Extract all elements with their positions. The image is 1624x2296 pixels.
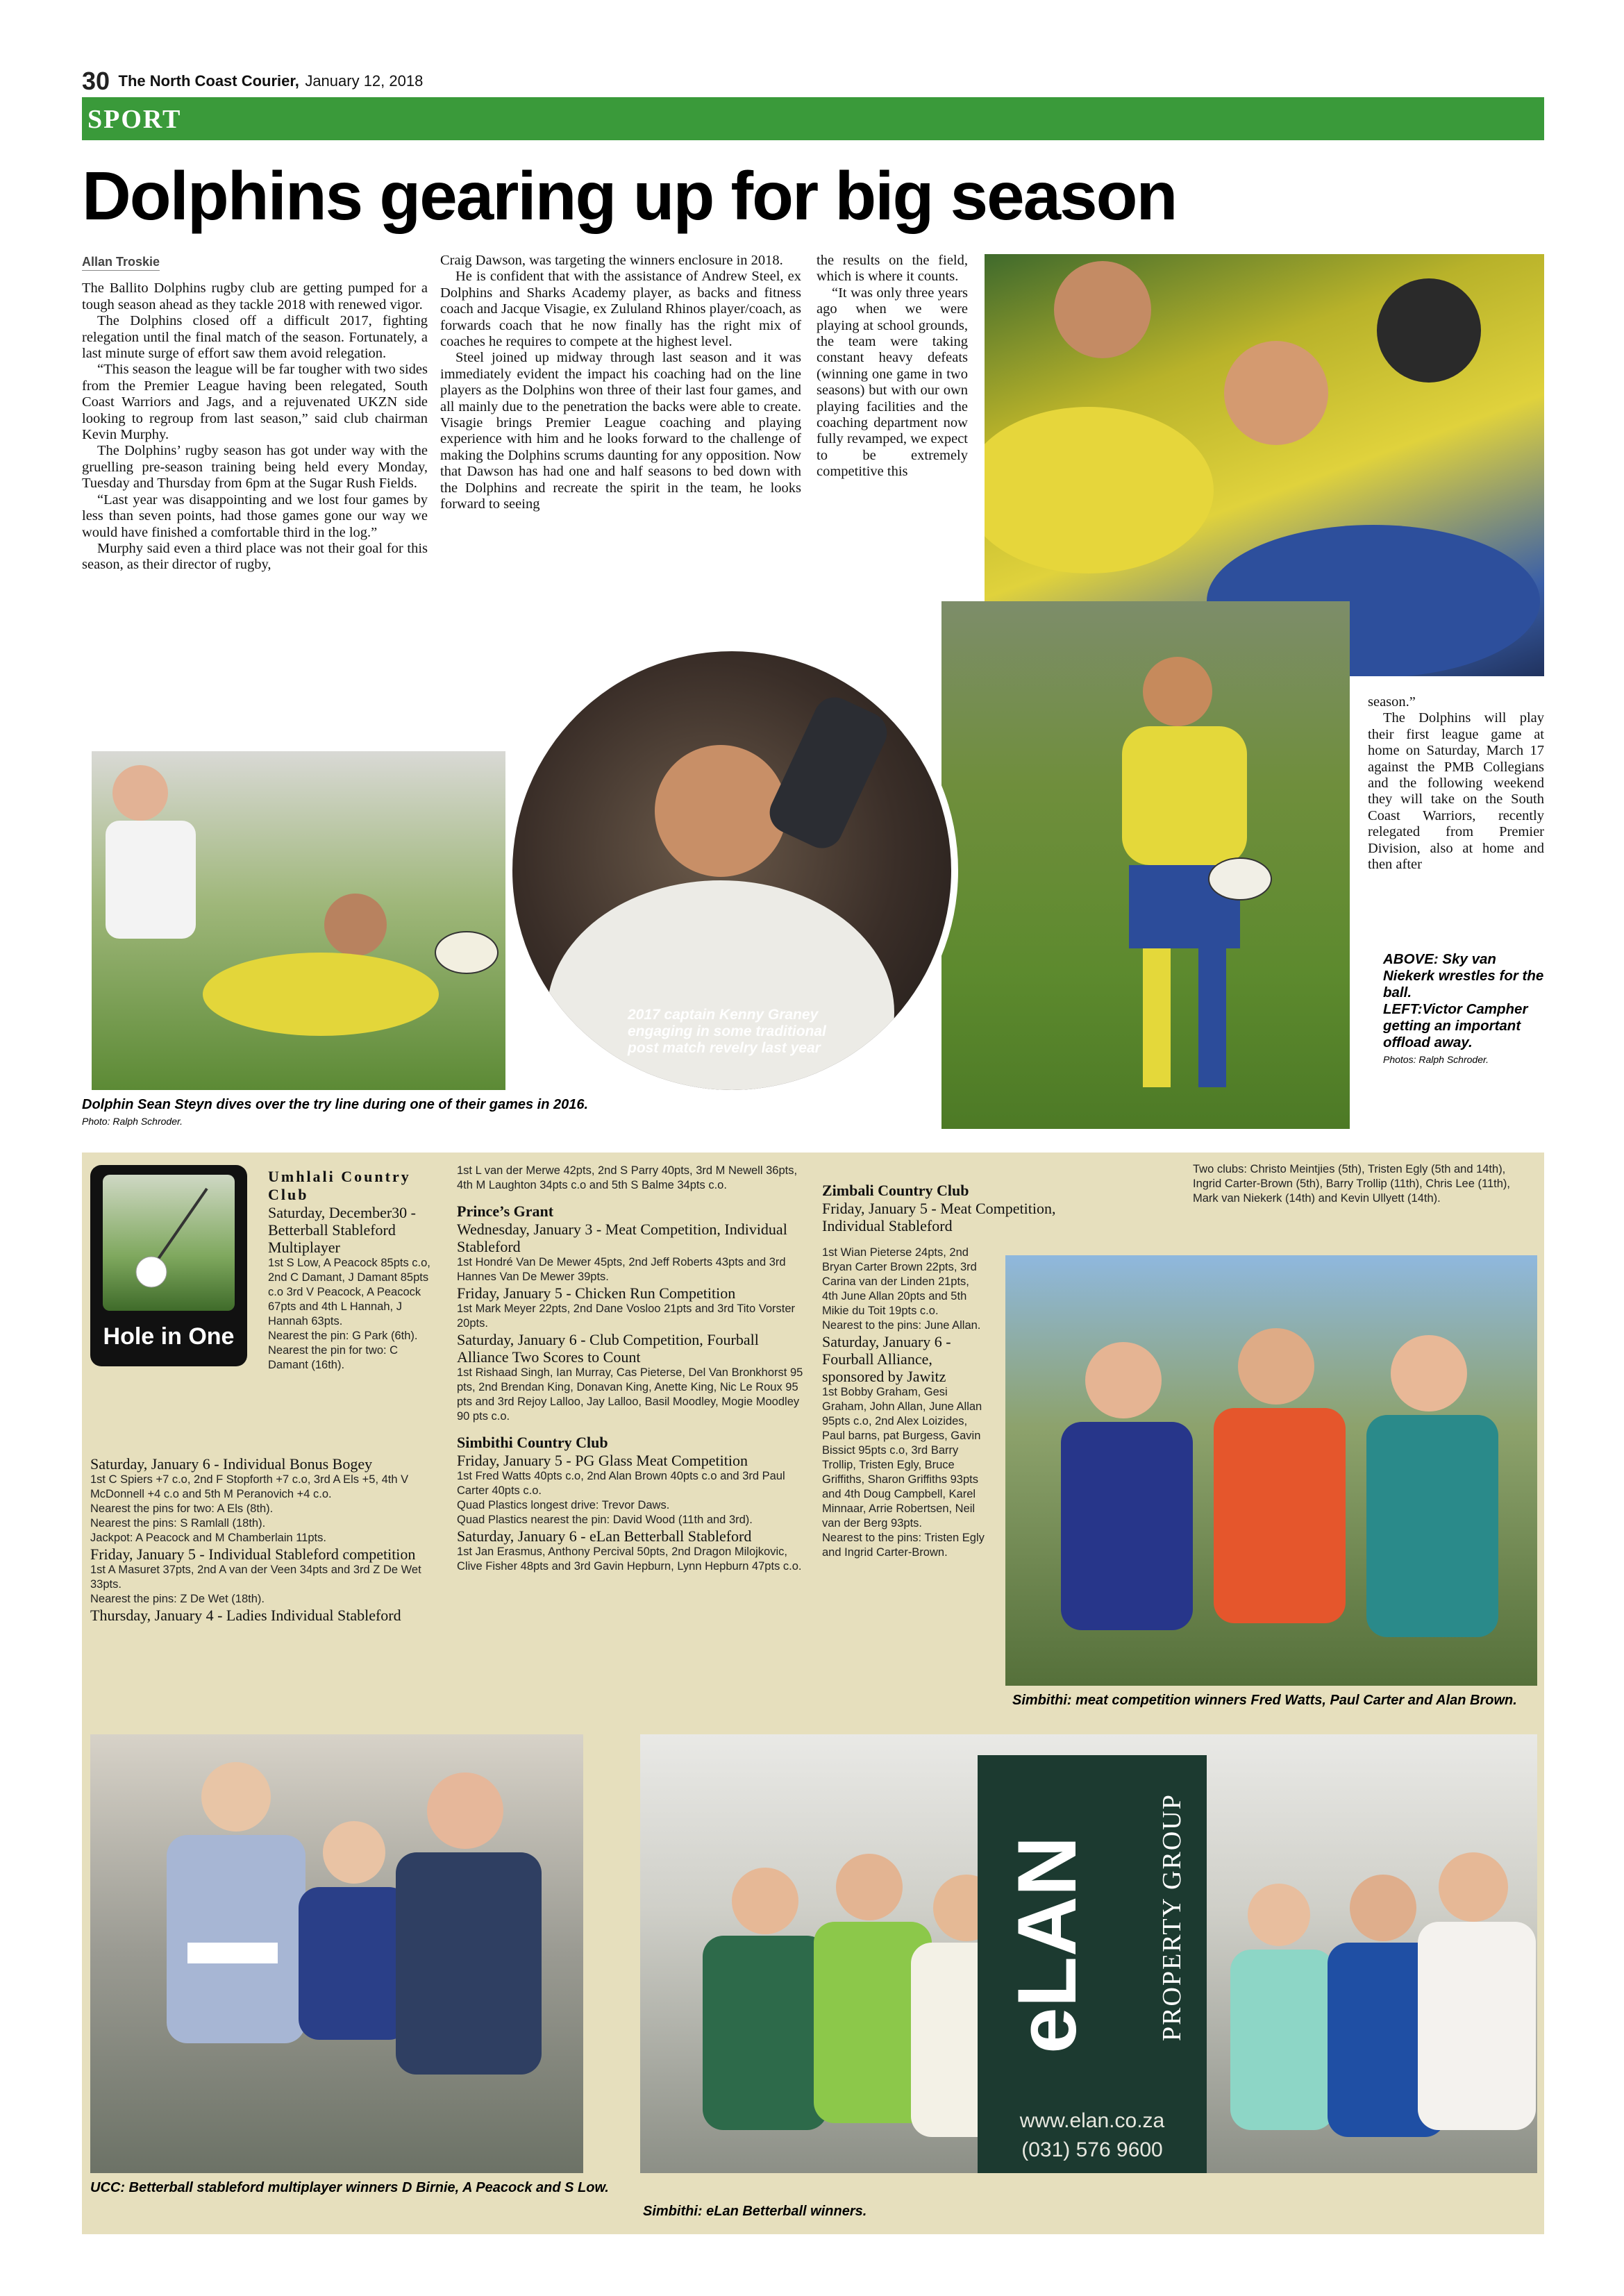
club-name: Umhlali Country Club — [268, 1168, 411, 1203]
paragraph: “It was only three years ago when we were playing at school grounds, the team were taking constant heavy defeats (winning one game in two seasons) but with our own playing facilities and the coaching department now fully revamped, we expect to be extremely competitive this — [817, 285, 968, 480]
paragraph: Steel joined up midway through last season and it was immediately evident the impact his coaching had on the line players as the Dolphins won three of their last four games, and all mainly due to the penetration the backs were able to create. Visagie brings Premier League coaching and playing experience with him and he looks forward to the challenge of making the Dolphins scrums daunting for any opposition. Now that Dawson has had one and half seasons to bed down with the Dolphins and recreate the spirit in the team, he looks forward to seeing — [440, 350, 801, 512]
umhlali-results-cont — [90, 1455, 442, 1624]
golf-column-2 — [457, 1164, 807, 1574]
article-column-2 — [440, 253, 801, 513]
elan-banner — [978, 1755, 1207, 2173]
paragraph: the results on the field, which is where it counts. — [817, 253, 968, 285]
logo-label: Hole in One — [103, 1323, 235, 1350]
page-number: 30 — [82, 67, 110, 95]
caption-above-left — [1383, 951, 1544, 1068]
event-title: Saturday, January 6 - Individual Bonus Bogey — [90, 1455, 373, 1473]
photo-credit: Photo: Ralph Schroder. — [82, 1116, 183, 1127]
club-name: Zimbali Country Club — [822, 1182, 969, 1199]
event-results: 1st Hondré Van De Mewer 45pts, 2nd Jeff Roberts 43pts and 3rd Hannes Van De Mewer 39pts. — [457, 1256, 786, 1283]
event-pin: Nearest the pin: G Park (6th). — [268, 1330, 418, 1342]
event-results: 1st Rishaad Singh, Ian Murray, Cas Pieterse, Del Van Bronkhorst 95 pts, 2nd Brendan King, Donavan King, Anette King, Nic Le Roux 95 pts and 3rd Rejoy Lalloo, Jay Lalloo, Basil Moodley, Mogie Moodley 90 pts c.o. — [457, 1366, 803, 1423]
paragraph: The Ballito Dolphins rugby club are getting pumped for a tough season ahead as they tackle 2018 with renewed vigor. — [82, 280, 428, 312]
two-clubs-results: Two clubs: Christo Meintjies (5th), Tristen Egly (5th and 14th), Ingrid Carter-Brown (5th), Barry Trollip (11th), Chris Lee (11th), Mark van Niekerk (14th) and Kevin Ullyett (14th). — [1193, 1163, 1510, 1205]
byline: Allan Troskie — [82, 254, 160, 271]
photo-victor-campher — [941, 601, 1350, 1129]
event-results: 1st Mark Meyer 22pts, 2nd Dane Vosloo 21pts and 3rd Tito Vorster 20pts. — [457, 1302, 796, 1330]
page-header — [82, 67, 1544, 94]
golf-results-panel — [82, 1153, 1544, 2234]
event-pin: Nearest to the pins: Tristen Egly and Ingrid Carter-Brown. — [822, 1532, 985, 1559]
paragraph: “This season the league will be far tougher with two sides from the Premier League having been relegated, South Coast Warriors and Jags, and a rejuvenated UKZN side looking to regroup from last season,” said club chairman Kevin Murphy. — [82, 362, 428, 443]
headline: Dolphins gearing up for big season — [82, 158, 1177, 234]
caption-graney: 2017 captain Kenny Graney engaging in some traditional post match revelry last year — [628, 1007, 826, 1056]
caption-steyn — [82, 1097, 610, 1130]
issue-date: January 12, 2018 — [305, 72, 424, 90]
ucc-winners-graphic — [90, 1734, 583, 2173]
event-title: Saturday, January 6 - Fourball Alliance, sponsored by Jawitz — [822, 1333, 951, 1385]
photo-sean-steyn — [92, 751, 505, 1090]
photo-kenny-graney — [505, 644, 958, 1097]
event-jackpot: Jackpot: A Peacock and M Chamberlain 11pts. — [90, 1532, 326, 1544]
event-results: 1st S Low, A Peacock 85pts c.o, 2nd C Damant, J Damant 85pts c.o 3rd V Peacock, A Peacock 67pts and 4th L Hannah, J Hannah 63pts. — [268, 1257, 430, 1327]
club-name: Prince’s Grant — [457, 1203, 554, 1220]
publication-name: The North Coast Courier, — [118, 72, 299, 90]
caption-meat-winners: Simbithi: meat competition winners Fred Watts, Paul Carter and Alan Brown. — [1012, 1693, 1517, 1708]
event-pin: Nearest the pin for two: C Damant (16th). — [268, 1344, 399, 1371]
event-pin: Nearest the pins: S Ramlall (18th). — [90, 1517, 266, 1530]
paragraph: He is confident that with the assistance of Andrew Steel, ex Dolphins and Sharks Academy player, as backs and fitness coach and Jacque Visagie, ex Zululand Rhinos player/coach, as forwards coach that he now finally has the right mix of coaches he requires to compete at the highest level. — [440, 269, 801, 350]
event-pin: Nearest the pins for two: A Els (8th). — [90, 1502, 274, 1515]
offload-player-graphic — [941, 601, 1350, 1129]
hole-in-one-logo — [90, 1165, 247, 1366]
photo-elan-winners — [640, 1734, 1537, 2173]
caption-elan: Simbithi: eLan Betterball winners. — [643, 2204, 867, 2219]
banner-brand: eLAN — [1001, 1836, 1094, 2054]
paragraph: The Dolphins will play their first league game at home on Saturday, March 17 against the PMB Collegians and the following weekend they will take on the South Coast Warriors, recently relegated from Premier Division, also at home and then after — [1368, 710, 1544, 873]
banner-url: www.elan.co.za — [1019, 2109, 1165, 2132]
article-column-4 — [1368, 694, 1544, 873]
event-pin: Nearest the pins: Z De Wet (18th). — [90, 1593, 265, 1605]
zimbali-results — [822, 1182, 1079, 1234]
photo-credit: Photos: Ralph Schroder. — [1383, 1054, 1489, 1065]
event-title: Saturday, December30 - Betterball Stableford Multiplayer — [268, 1204, 416, 1256]
banner-phone: (031) 576 9600 — [1021, 2138, 1163, 2161]
paragraph: season.” — [1368, 694, 1416, 710]
golf-ball-icon — [103, 1175, 235, 1311]
zimbali-results-cont — [822, 1246, 987, 1560]
event-results: 1st Wian Pieterse 24pts, 2nd Bryan Carter Brown 22pts, 3rd Carina van der Linden 21pts, 4th June Allan 20pts and 5th Mikie du Toit 19pts c.o. — [822, 1246, 977, 1317]
paragraph: The Dolphins closed off a difficult 2017, fighting relegation until the final match of the season. Fortunately, a last minute surge of effort saw them avoid relegation. — [82, 313, 428, 362]
event-title: Friday, January 5 - Meat Competition, Individual Stableford — [822, 1200, 1056, 1234]
caption-left: LEFT:Victor Campher getting an important offload away. — [1383, 1001, 1528, 1050]
article-column-1 — [82, 254, 428, 573]
three-golfers-graphic — [1005, 1255, 1537, 1686]
paragraph: “Last year was disappointing and we lost four games by less than seven points, had those games gone our way we would have finished a comfortable third in the log.” — [82, 492, 428, 540]
event-title: Friday, January 5 - Individual Stableford competition — [90, 1545, 416, 1563]
caption-ucc: UCC: Betterball stableford multiplayer winners D Birnie, A Peacock and S Low. — [90, 2180, 609, 2195]
event-results: 1st Fred Watts 40pts c.o, 2nd Alan Brown 40pts c.o and 3rd Paul Carter 40pts c.o. — [457, 1470, 785, 1497]
event-results: 1st C Spiers +7 c.o, 2nd F Stopforth +7 c.o, 3rd A Els +5, 4th V McDonnell +4 c.o and 5th M Peranovich +4 c.o. — [90, 1473, 409, 1500]
event-note: Quad Plastics nearest the pin: David Wood (11th and 3rd). — [457, 1514, 753, 1526]
event-title: Friday, January 5 - PG Glass Meat Competition — [457, 1452, 748, 1469]
article-column-3 — [817, 253, 968, 480]
paragraph: Craig Dawson, was targeting the winners enclosure in 2018. — [440, 253, 783, 268]
event-results: 1st Jan Erasmus, Anthony Percival 50pts, 2nd Dragon Milojkovic, Clive Fisher 48pts and 3rd Gavin Hepburn, Lynn Hepburn 47pts c.o. — [457, 1545, 802, 1573]
paragraph: Murphy said even a third place was not their goal for this season, as their director of rugby, — [82, 540, 428, 573]
photo-meat-winners — [1005, 1255, 1537, 1686]
caption-above: ABOVE: Sky van Niekerk wrestles for the ball. — [1383, 951, 1544, 1000]
section-bar — [82, 97, 1544, 140]
event-title: Friday, January 5 - Chicken Run Competition — [457, 1284, 736, 1302]
event-title: Thursday, January 4 - Ladies Individual Stableford — [90, 1607, 401, 1624]
club-name: Simbithi Country Club — [457, 1434, 608, 1451]
event-results: 1st Bobby Graham, Gesi Graham, John Allan, June Allan 95pts c.o, 2nd Alex Loizides, Paul barns, pat Burgess, Gavin Bissict 95pts c.o, 3rd Barry Trollip, Tristen Egly, Bruce Griffiths, Sharon Griffiths 93pts and 4th Doug Campbell, Karel Minnaar, Arrie Robertsen, Neil van der Berg 93pts. — [822, 1386, 982, 1530]
event-note: Quad Plastics longest drive: Trevor Daws. — [457, 1499, 670, 1511]
caption-text: Dolphin Sean Steyn dives over the try line during one of their games in 2016. — [82, 1097, 589, 1112]
event-results: 1st A Masuret 37pts, 2nd A van der Veen 34pts and 3rd Z De Wet 33pts. — [90, 1564, 421, 1591]
event-title: Saturday, January 6 - eLan Betterball Stableford — [457, 1527, 752, 1545]
banner-sub: PROPERTY GROUP — [1157, 1793, 1187, 2041]
try-dive-graphic — [92, 751, 505, 1090]
event-title: Wednesday, January 3 - Meat Competition, Individual Stableford — [457, 1221, 787, 1255]
photo-ucc-winners — [90, 1734, 583, 2173]
section-label: SPORT — [87, 105, 182, 134]
event-results: 1st L van der Merwe 42pts, 2nd S Parry 40pts, 3rd M Newell 36pts, 4th M Laughton 34pts c.o and 5th S Balme 34pts c.o. — [457, 1164, 798, 1191]
umhlali-results — [268, 1168, 439, 1373]
paragraph: The Dolphins’ rugby season has got under way with the gruelling pre-season training being held every Monday, Tuesday and Thursday from 6pm at the Sugar Rush Fields. — [82, 443, 428, 492]
event-title: Saturday, January 6 - Club Competition, Fourball Alliance Two Scores to Count — [457, 1331, 759, 1366]
event-pin: Nearest to the pins: June Allan. — [822, 1319, 981, 1332]
